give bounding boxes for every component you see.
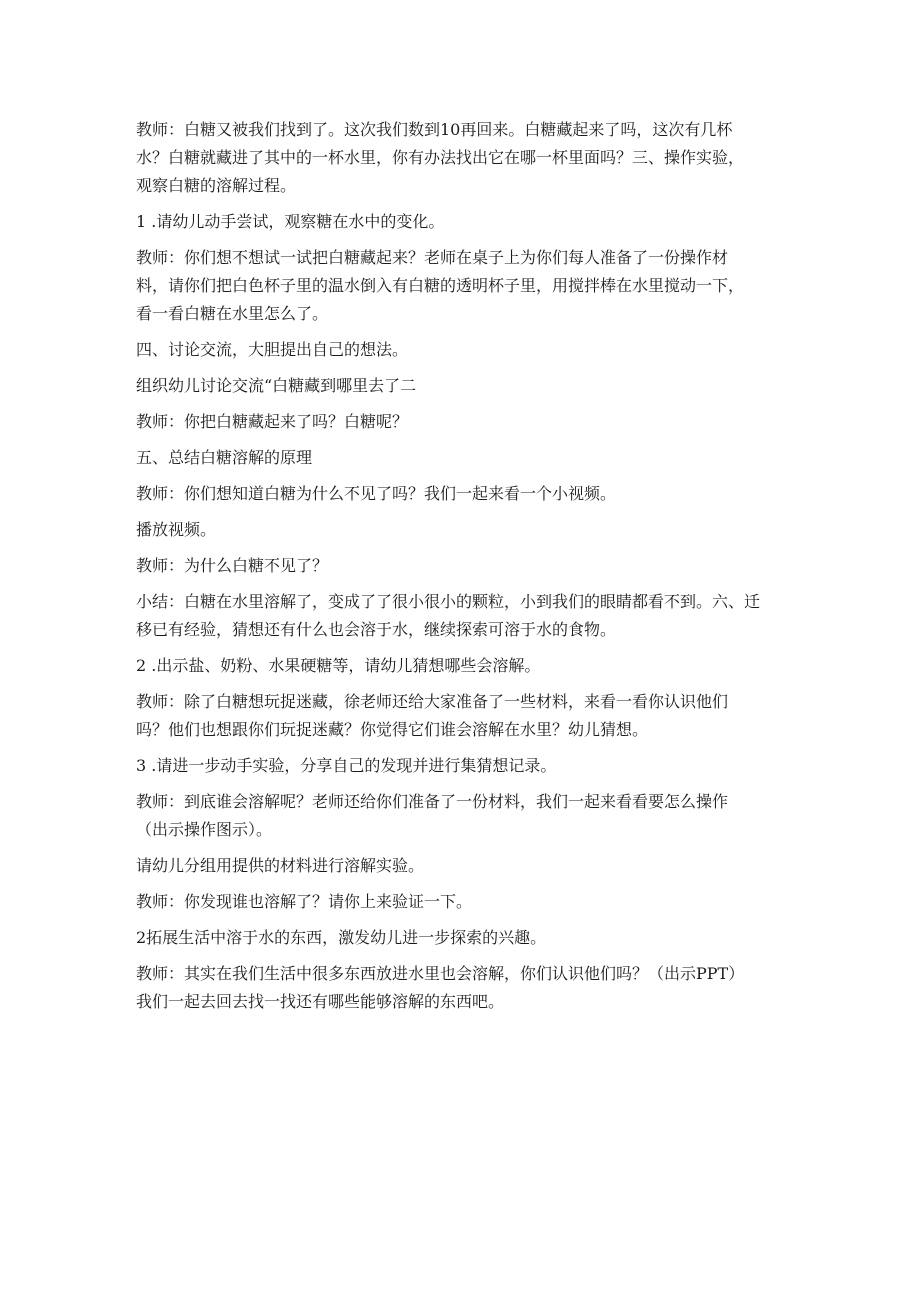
text-line: 3 .请进一步动手实验，分享自己的发现并进行集猜想记录。 xyxy=(136,756,557,775)
paragraph xyxy=(136,244,796,328)
paragraph xyxy=(136,960,796,1016)
text-line: 看一看白糖在水里怎么了。 xyxy=(136,304,329,323)
paragraph xyxy=(136,208,796,236)
paragraph xyxy=(136,444,796,472)
paragraph xyxy=(136,924,796,952)
paragraph xyxy=(136,788,796,844)
paragraph xyxy=(136,116,796,200)
text-line: 教师：为什么白糖不见了？ xyxy=(136,556,329,575)
text-line: 教师：你们想不想试一试把白糖藏起来？老师在桌子上为你们每人准备了一份操作材 xyxy=(136,248,729,267)
text-line: 教师：你发现谁也溶解了？请你上来验证一下。 xyxy=(136,892,473,911)
paragraph xyxy=(136,408,796,436)
paragraph xyxy=(136,588,796,644)
text-line: 观察白糖的溶解过程。 xyxy=(136,176,297,195)
text-line: 五、总结白糖溶解的原理 xyxy=(136,448,313,467)
text-line: 请幼儿分组用提供的材料进行溶解实验。 xyxy=(136,856,425,875)
paragraph xyxy=(136,552,796,580)
paragraph xyxy=(136,372,796,400)
text-line: 我们一起去回去找一找还有哪些能够溶解的东西吧。 xyxy=(136,992,505,1011)
text-line: 1 .请幼儿动手尝试，观察糖在水中的变化。 xyxy=(136,212,445,231)
text-line: 教师：除了白糖想玩捉迷藏，徐老师还给大家准备了一些材料，来看一看你认识他们 xyxy=(136,692,729,711)
text-line: 水？白糖就藏进了其中的一杯水里，你有办法找出它在哪一杯里面吗？三、操作实验， xyxy=(136,148,745,167)
text-line: 四、讨论交流，大胆提出自己的想法。 xyxy=(136,340,409,359)
text-line: 教师：到底谁会溶解呢？老师还给你们准备了一份材料，我们一起来看看要怎么操作 xyxy=(136,792,729,811)
paragraph xyxy=(136,516,796,544)
text-line: 移已有经验，猜想还有什么也会溶于水，继续探索可溶于水的食物。 xyxy=(136,620,617,639)
paragraph xyxy=(136,652,796,680)
text-line: 教师：你们想知道白糖为什么不见了吗？我们一起来看一个小视频。 xyxy=(136,484,617,503)
paragraph xyxy=(136,752,796,780)
text-line: 料，请你们把白色杯子里的温水倒入有白糖的透明杯子里，用搅拌棒在水里搅动一下， xyxy=(136,276,745,295)
paragraph xyxy=(136,688,796,744)
paragraph xyxy=(136,888,796,916)
text-line: 2 .出示盐、奶粉、水果硬糖等，请幼儿猜想哪些会溶解。 xyxy=(136,656,541,675)
text-line: 教师：其实在我们生活中很多东西放进水里也会溶解，你们认识他们吗？（出示PPT） xyxy=(136,964,745,983)
text-line: 播放视频。 xyxy=(136,520,217,539)
paragraph xyxy=(136,336,796,364)
text-line: 小结：白糖在水里溶解了，变成了了很小很小的颗粒，小到我们的眼睛都看不到。六、迁 xyxy=(136,592,761,611)
text-line: 吗？他们也想跟你们玩捉迷藏？你觉得它们谁会溶解在水里？幼儿猜想。 xyxy=(136,720,649,739)
text-line: 2拓展生活中溶于水的东西，激发幼儿进一步探索的兴趣。 xyxy=(136,928,547,947)
text-line: 教师：你把白糖藏起来了吗？白糖呢？ xyxy=(136,412,409,431)
text-line: 组织幼儿讨论交流“白糖藏到哪里去了二 xyxy=(136,376,417,395)
paragraph xyxy=(136,852,796,880)
document-body xyxy=(136,116,796,1024)
text-line: （出示操作图示）。 xyxy=(136,820,273,839)
text-line: 教师：白糖又被我们找到了。这次我们数到10再回来。白糖藏起来了吗，这次有几杯 xyxy=(136,120,733,139)
paragraph xyxy=(136,480,796,508)
